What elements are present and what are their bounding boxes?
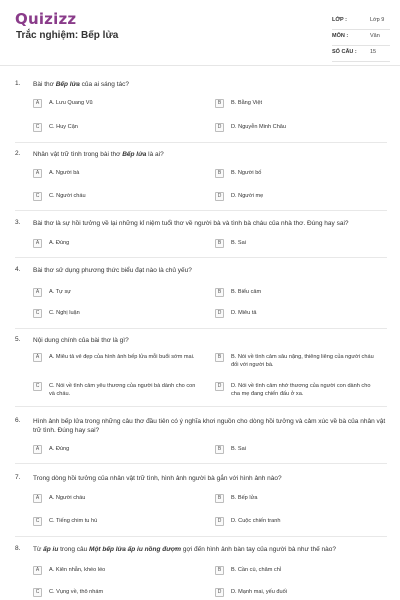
meta-value: 15 — [370, 49, 377, 55]
option-letter: C — [33, 588, 42, 597]
question-text: Nội dung chính của bài thơ là gì? — [33, 337, 129, 344]
question-text: Từ ấp iu trong câu Một bếp lửa ấp iu nồng đượm gợi đến hình ảnh bàn tay của người bà như thế nào? — [33, 546, 336, 553]
meta-label: SỐ CÂU : — [332, 49, 357, 55]
question-divider — [15, 536, 387, 537]
question-number: 5. — [15, 336, 21, 343]
option-letter: D — [215, 382, 224, 391]
option-letter: B — [215, 288, 224, 297]
option-text: A. Lưu Quang Vũ — [49, 100, 93, 106]
option-text: A. Người cháu — [49, 495, 86, 501]
option-text: D. Người mẹ — [231, 193, 264, 199]
question-number: 1. — [15, 80, 21, 87]
question-text: Hình ảnh bếp lửa trong những câu thơ đầu tiên có ý nghĩa khơi nguồn cho dòng hồi tưởng và cảm xúc về bà của nhân vật trữ tình. Đúng hay sai? — [33, 418, 386, 434]
question-number: 6. — [15, 417, 21, 424]
question-text: Nhân vật trữ tình trong bài thơ Bếp lửa là ai? — [33, 151, 164, 158]
question-text: Bài thơ Bếp lửa của ai sáng tác? — [33, 81, 130, 88]
option-letter: C — [33, 192, 42, 201]
option-letter: B — [215, 494, 224, 503]
meta-row-grade — [332, 14, 390, 30]
option-letter: D — [215, 192, 224, 201]
option-letter: B — [215, 169, 224, 178]
option-letter: D — [215, 588, 224, 597]
option-letter: A — [33, 494, 42, 503]
option-letter: C — [33, 309, 42, 318]
option-text: B. Người bố — [231, 170, 262, 176]
option-letter: A — [33, 566, 42, 575]
option-text: C. Nói về tình cảm yêu thương của người bà dành cho con và cháu. — [49, 383, 196, 397]
quizizz-logo: Quizizz — [15, 10, 77, 28]
option-letter: A — [33, 99, 42, 108]
question-number: 2. — [15, 150, 21, 157]
question-number: 4. — [15, 266, 21, 273]
option-letter: D — [215, 309, 224, 318]
option-text: B. Bằng Việt — [231, 100, 262, 106]
option-letter: B — [215, 239, 224, 248]
option-letter: B — [215, 99, 224, 108]
option-letter: D — [215, 517, 224, 526]
option-letter: A — [33, 239, 42, 248]
option-letter: A — [33, 353, 42, 362]
option-text: C. Người cháu — [49, 193, 86, 199]
option-letter: B — [215, 566, 224, 575]
option-text: B. Nói về tình cảm sâu nặng, thiêng liêng của người cháu đối với người bà. — [231, 354, 374, 368]
question-divider — [15, 210, 387, 211]
question-text: Bài thơ sử dụng phương thức biểu đạt nào là chủ yếu? — [33, 267, 192, 274]
quiz-meta — [332, 14, 390, 62]
option-text: D. Cuộc chiến tranh — [231, 518, 281, 524]
option-text: D. Mạnh mai, yếu đuối — [231, 589, 287, 595]
meta-row-count — [332, 46, 390, 62]
option-text: A. Kiên nhẫn, khéo léo — [49, 567, 106, 573]
option-text: A. Đúng — [49, 240, 70, 246]
question-text: Trong dòng hồi tưởng của nhân vật trữ tình, hình ảnh người bà gắn với hình ảnh nào? — [33, 475, 282, 482]
meta-value: Lớp 9 — [370, 17, 385, 23]
meta-value: Văn — [370, 33, 380, 39]
question-divider — [15, 463, 387, 464]
question-divider — [15, 142, 387, 143]
quiz-title: Trắc nghiệm: Bếp lửa — [16, 30, 119, 41]
option-letter: B — [215, 445, 224, 454]
option-text: A. Miêu tả vẻ đẹp của hình ảnh bếp lửa mỗi buổi sớm mai. — [49, 354, 195, 360]
option-letter: C — [33, 382, 42, 391]
option-letter: B — [215, 353, 224, 362]
option-text: C. Tiếng chim tu hú — [49, 518, 98, 524]
page-header — [0, 0, 400, 66]
option-letter: C — [33, 517, 42, 526]
option-text: D. Miêu tả — [231, 310, 257, 316]
option-text: C. Vụng về, thô nhám — [49, 589, 104, 595]
option-text: D. Nguyễn Minh Châu — [231, 124, 287, 130]
option-text: A. Đúng — [49, 446, 70, 452]
option-text: B. Cần cù, chăm chỉ — [231, 567, 282, 573]
option-text: D. Nói về tình cảm nhớ thương của người con dành cho cha mẹ đang chiến đấu ở xa. — [231, 383, 371, 397]
option-text: A. Tự sự — [49, 289, 71, 295]
option-text: B. Bếp lửa — [231, 495, 258, 501]
option-text: B. Biểu cảm — [231, 289, 262, 295]
question-number: 7. — [15, 474, 21, 481]
option-letter: D — [215, 123, 224, 132]
meta-label: MÔN : — [332, 33, 349, 39]
option-letter: A — [33, 445, 42, 454]
question-number: 3. — [15, 219, 21, 226]
question-text: Bài thơ là sự hồi tưởng về lại những kỉ niệm tuổi thơ về người bà và tình bà cháu của nhà thơ. Đúng hay sai? — [33, 220, 349, 227]
question-divider — [15, 328, 387, 329]
option-text: B. Sai — [231, 446, 246, 452]
option-text: B. Sai — [231, 240, 246, 246]
question-divider — [15, 257, 387, 258]
question-number: 8. — [15, 545, 21, 552]
meta-row-subject — [332, 30, 390, 46]
meta-label: LỚP : — [332, 17, 347, 23]
question-divider — [15, 406, 387, 407]
option-text: C. Nghị luận — [49, 310, 80, 316]
option-letter: A — [33, 288, 42, 297]
option-letter: A — [33, 169, 42, 178]
option-letter: C — [33, 123, 42, 132]
option-text: C. Huy Cận — [49, 124, 78, 130]
option-text: A. Người bà — [49, 170, 80, 176]
